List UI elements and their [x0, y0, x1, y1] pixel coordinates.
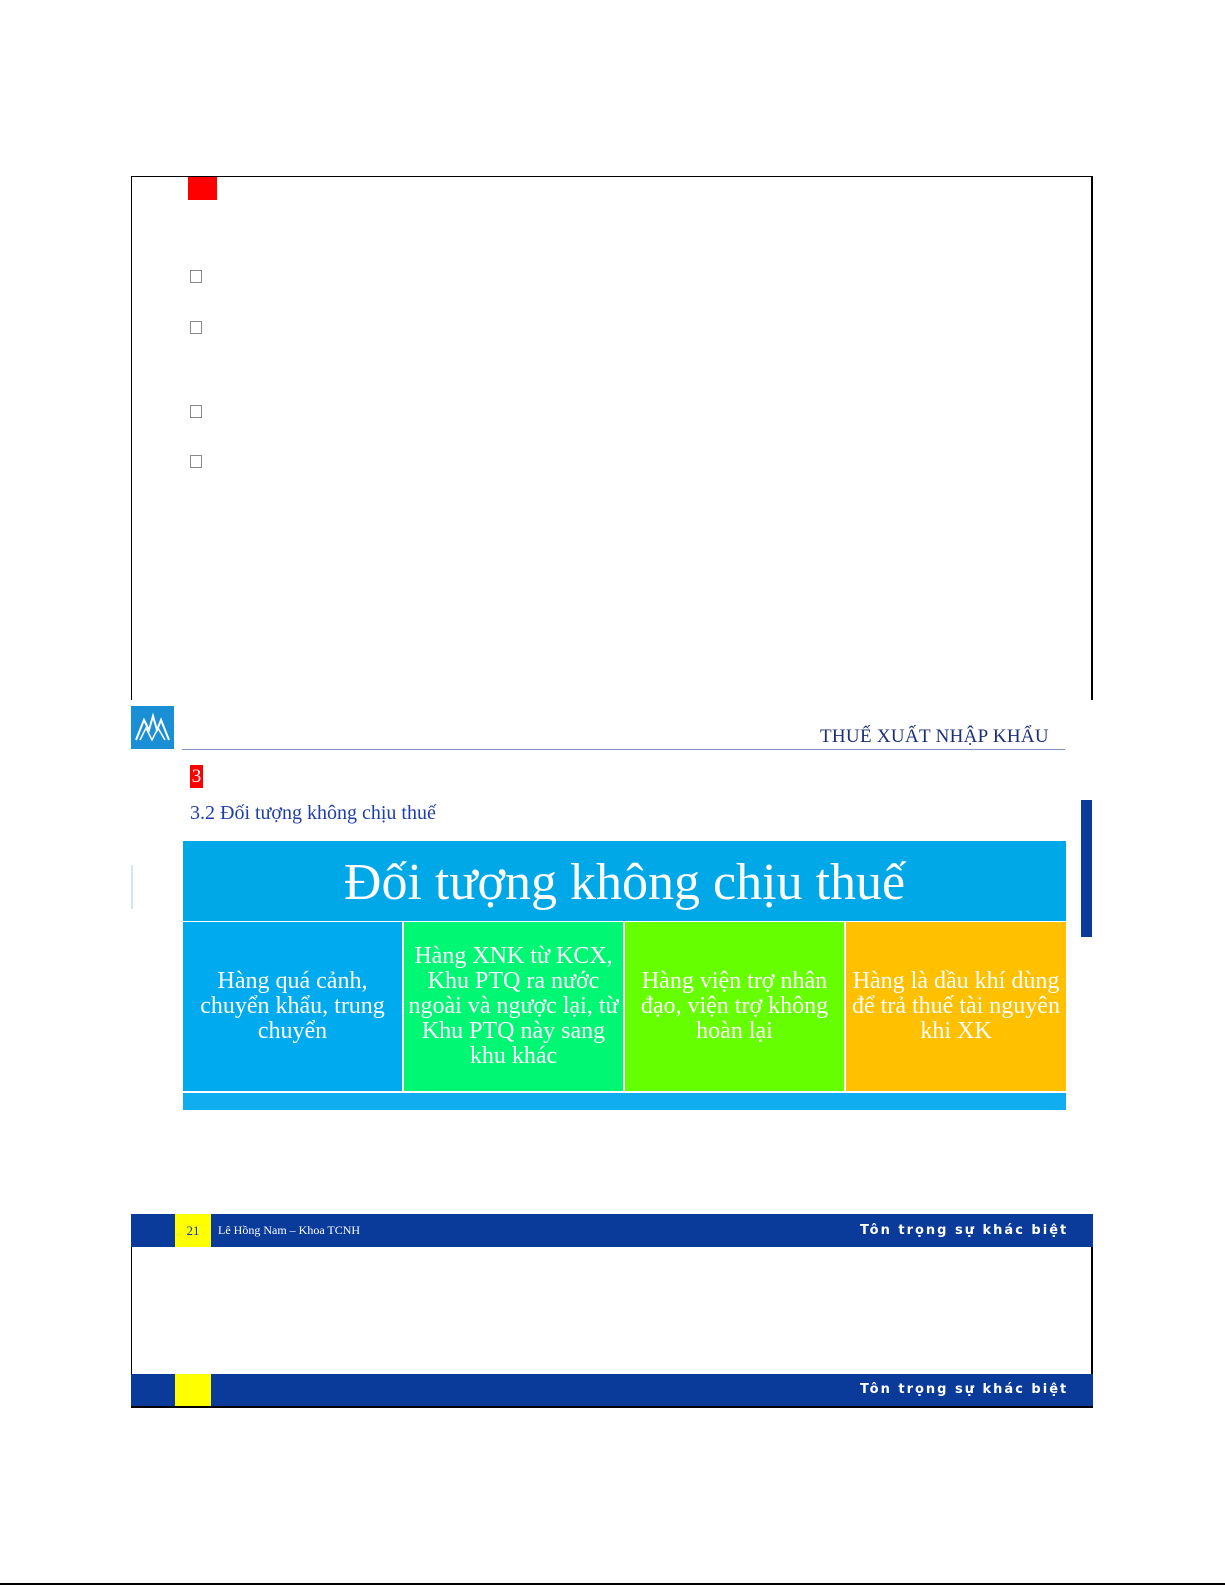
slide-frame-right	[1091, 176, 1093, 700]
diagram-base-strip	[183, 1093, 1066, 1110]
university-logo	[131, 706, 174, 749]
category-label: Hàng XNK từ KCX, Khu PTQ ra nước ngoài và ngược lại, từ Khu PTQ này sang khu khác	[408, 943, 619, 1069]
slide-frame-top	[131, 176, 1092, 177]
bullet-checkbox	[190, 270, 202, 283]
slide-marker	[188, 177, 217, 200]
category-box-oil-gas	[846, 922, 1066, 1091]
section-number: 3	[191, 766, 202, 787]
bullet-checkbox	[190, 405, 202, 418]
category-box-export-zone	[404, 922, 623, 1091]
side-accent-bar	[1081, 800, 1092, 937]
diagram-title: Đối tượng không chịu thuế	[183, 841, 1066, 921]
logo-mountain-icon	[131, 706, 174, 749]
page-number: 21	[175, 1214, 211, 1247]
category-box-transit	[183, 922, 402, 1091]
page-number-box-secondary	[175, 1374, 211, 1406]
footer-slogan: Tôn trọng sự khác biệt	[860, 1223, 1069, 1238]
category-label: Hàng quá cảnh, chuyển khẩu, trung chuyển	[200, 968, 385, 1044]
header-title: THUẾ XUẤT NHẬP KHẨU	[820, 726, 1049, 747]
category-label: Hàng là dầu khí dùng để trả thuế tài nguyên khi XK	[852, 968, 1060, 1044]
category-label: Hàng viện trợ nhân đạo, viện trợ không hoàn lại	[640, 968, 829, 1044]
bullet-checkbox	[190, 321, 202, 334]
header-divider	[182, 749, 1065, 750]
frame-bottom-rule	[131, 1406, 1093, 1408]
footer-slogan-secondary: Tôn trọng sự khác biệt	[860, 1382, 1069, 1397]
bullet-checkbox	[190, 455, 202, 468]
section-subheading: 3.2 Đối tượng không chịu thuế	[190, 802, 436, 824]
slide-frame-left	[131, 176, 132, 700]
category-box-aid	[625, 922, 844, 1091]
footer-author: Lê Hồng Nam – Khoa TCNH	[218, 1223, 361, 1237]
edge-mark	[131, 865, 133, 909]
